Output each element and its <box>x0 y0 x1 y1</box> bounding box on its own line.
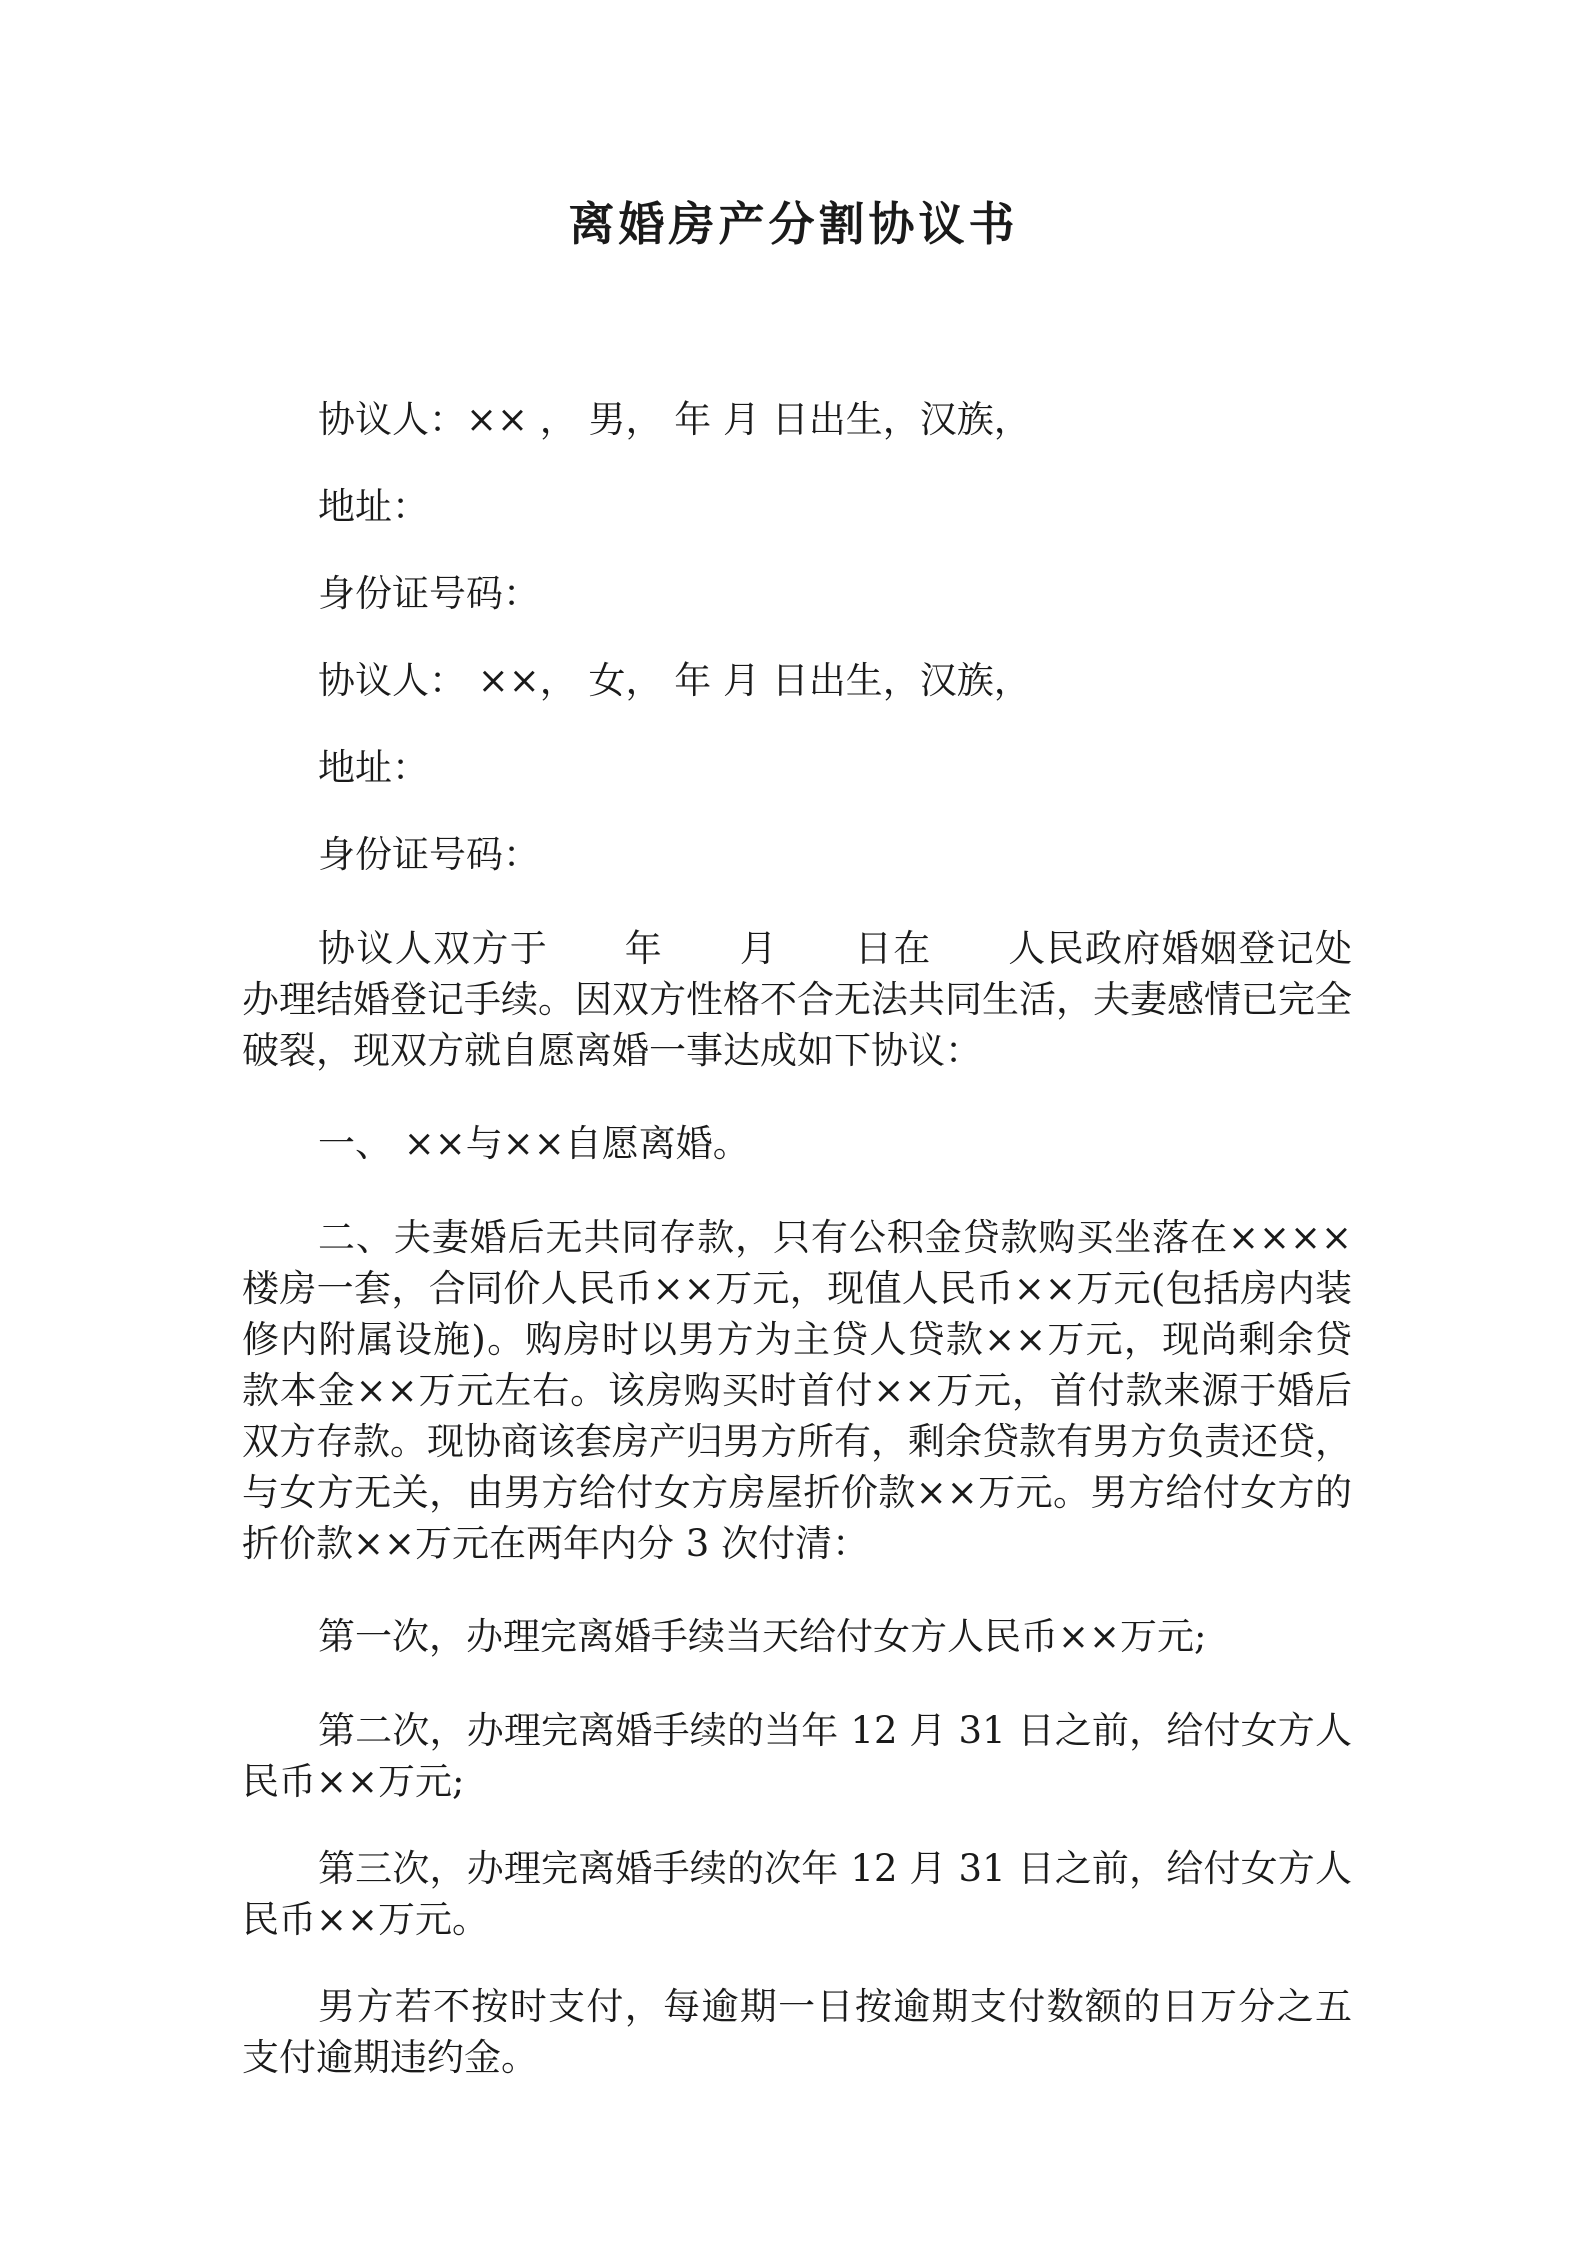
party1-address: 地址： <box>318 485 429 528</box>
party2-address: 地址： <box>318 746 429 789</box>
payment-1: 第一次，办理完离婚手续当天给付女方人民币××万元; <box>318 1615 1207 1658</box>
party2-info: 协议人： ××， 女， 年 月 日出生，汉族， <box>318 659 1031 702</box>
payment-2: 第二次，办理完离婚手续的当年 12 月 31 日之前，给付女方人民币××万元; <box>242 1709 1352 1803</box>
clause-1: 一、 ××与××自愿离婚。 <box>318 1122 750 1165</box>
party1-info: 协议人：×× ， 男， 年 月 日出生，汉族， <box>318 398 1031 441</box>
payment-3: 第三次，办理完离婚手续的次年 12 月 31 日之前，给付女方人民币××万元。 <box>242 1847 1352 1941</box>
penalty-clause: 男方若不按时支付，每逾期一日按逾期支付数额的日万分之五支付逾期违约金。 <box>242 1985 1352 2079</box>
document-body <box>242 388 1352 2083</box>
preamble-paragraph: 协议人双方于 年 月 日在 人民政府婚姻登记处办理结婚登记手续。因双方性格不合无法共同生活，夫妻感情已完全破裂，现双方就自愿离婚一事达成如下协议： <box>242 927 1352 1072</box>
clause-2: 二、夫妻婚后无共同存款，只有公积金贷款购买坐落在××××楼房一套，合同价人民币××万元，现值人民币××万元(包括房内装修内附属设施)。购房时以男方为主贷人贷款××万元，现尚剩余贷款本金××万元左右。该房购买时首付××万元，首付款来源于婚后双方存款。现协商该套房产归男方所有，剩余贷款有男方负责还贷，与女方无关，由男方给付女方房屋折价款××万元。男方给付女方的折价款××万元在两年内分 3 次付清： <box>242 1216 1352 1565</box>
party2-id-number: 身份证号码： <box>318 833 540 876</box>
party1-id-number: 身份证号码： <box>318 572 540 615</box>
document-title: 离婚房产分割协议书 <box>568 197 1019 251</box>
